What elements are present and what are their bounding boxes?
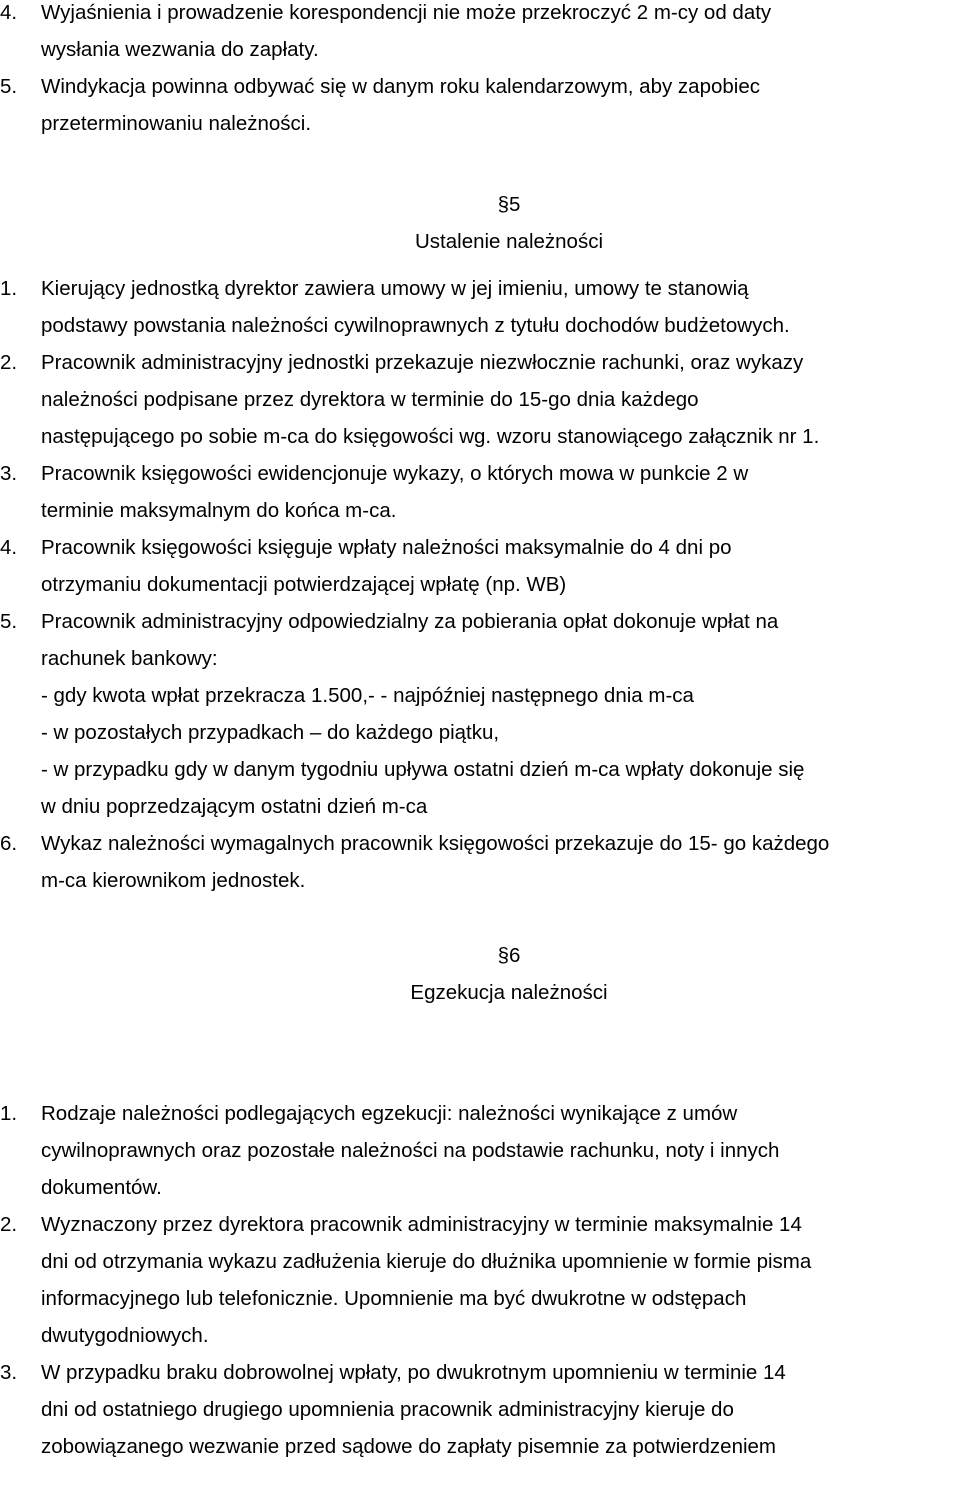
item-text-line: Wykaz należności wymagalnych pracownik księgowości przekazuje do 15- go każdego (41, 832, 830, 855)
section-heading (0, 186, 960, 260)
item-text-line: należności podpisane przez dyrektora w terminie do 15-go dnia każdego (41, 388, 699, 411)
item-text-line: Pracownik administracyjny odpowiedzialny za pobierania opłat dokonuje wpłat na (41, 610, 779, 633)
section6-list (0, 1095, 960, 1465)
item-text-line: podstawy powstania należności cywilnoprawnych z tytułu dochodów budżetowych. (41, 314, 790, 337)
item-text-line: Wyjaśnienia i prowadzenie korespondencji nie może przekroczyć 2 m-cy od daty (41, 1, 772, 24)
section-symbol: §6 (497, 944, 521, 967)
item-text-line: dokumentów. (41, 1176, 162, 1199)
list-item (0, 1206, 960, 1354)
section-title: Ustalenie należności (414, 230, 604, 253)
item-number: 2. (0, 351, 18, 374)
item-number: 5. (0, 75, 18, 98)
list-item (0, 1354, 960, 1465)
list-item (0, 529, 960, 603)
item-text-line: Windykacja powinna odbywać się w danym roku kalendarzowym, aby zapobiec (41, 75, 760, 98)
list-item (0, 455, 960, 529)
item-number: 1. (0, 1102, 18, 1125)
item-text-line: W przypadku braku dobrowolnej wpłaty, po dwukrotnym upomnieniu w terminie 14 (41, 1361, 786, 1384)
item-text-line: w dniu poprzedzającym ostatni dzień m-ca (41, 795, 428, 818)
top-list (0, 0, 960, 142)
item-text-line: Pracownik administracyjny jednostki przekazuje niezwłocznie rachunki, oraz wykazy (41, 351, 804, 374)
list-item (0, 1095, 960, 1206)
item-text-line: Rodzaje należności podlegających egzekucji: należności wynikające z umów (41, 1102, 738, 1125)
section-symbol: §5 (497, 193, 521, 216)
item-text-line: m-ca kierownikom jednostek. (41, 869, 306, 892)
item-text-line: dni od ostatniego drugiego upomnienia pracownik administracyjny kieruje do (41, 1398, 734, 1421)
item-text-line: - w pozostałych przypadkach – do każdego piątku, (41, 721, 500, 744)
item-text-line: Wyznaczony przez dyrektora pracownik administracyjny w terminie maksymalnie 14 (41, 1213, 802, 1236)
item-text-line: cywilnoprawnych oraz pozostałe należności na podstawie rachunku, noty i innych (41, 1139, 780, 1162)
list-item (0, 603, 960, 825)
section5-list (0, 270, 960, 899)
item-text-line: Pracownik księgowości księguje wpłaty należności maksymalnie do 4 dni po (41, 536, 732, 559)
section-heading (0, 937, 960, 1011)
list-item (0, 825, 960, 899)
item-text-line: dwutygodniowych. (41, 1324, 209, 1347)
item-number: 6. (0, 832, 18, 855)
item-number: 5. (0, 610, 18, 633)
list-item (0, 0, 960, 68)
item-text-line: dni od otrzymania wykazu zadłużenia kieruje do dłużnika upomnienie w formie pisma (41, 1250, 812, 1273)
section-title: Egzekucja należności (410, 981, 608, 1004)
item-number: 3. (0, 462, 18, 485)
list-item (0, 344, 960, 455)
item-text-line: rachunek bankowy: (41, 647, 218, 670)
item-text-line: Kierujący jednostką dyrektor zawiera umowy w jej imieniu, umowy te stanowią (41, 277, 749, 300)
item-text-line: Pracownik księgowości ewidencjonuje wykazy, o których mowa w punkcie 2 w (41, 462, 749, 485)
list-item (0, 270, 960, 344)
list-item (0, 68, 960, 142)
item-text-line: wysłania wezwania do zapłaty. (41, 38, 319, 61)
item-number: 3. (0, 1361, 18, 1384)
item-text-line: - gdy kwota wpłat przekracza 1.500,- - najpóźniej następnego dnia m-ca (41, 684, 694, 707)
item-text-line: zobowiązanego wezwanie przed sądowe do zapłaty pisemnie za potwierdzeniem (41, 1435, 777, 1458)
item-number: 4. (0, 1, 18, 24)
item-number: 1. (0, 277, 18, 300)
item-number: 2. (0, 1213, 18, 1236)
item-text-line: następującego po sobie m-ca do księgowości wg. wzoru stanowiącego załącznik nr 1. (41, 425, 820, 448)
item-text-line: - w przypadku gdy w danym tygodniu upływa ostatni dzień m-ca wpłaty dokonuje się (41, 758, 805, 781)
item-text-line: otrzymaniu dokumentacji potwierdzającej wpłatę (np. WB) (41, 573, 567, 596)
item-number: 4. (0, 536, 18, 559)
item-text-line: informacyjnego lub telefonicznie. Upomnienie ma być dwukrotne w odstępach (41, 1287, 747, 1310)
item-text-line: przeterminowaniu należności. (41, 112, 312, 135)
item-text-line: terminie maksymalnym do końca m-ca. (41, 499, 397, 522)
